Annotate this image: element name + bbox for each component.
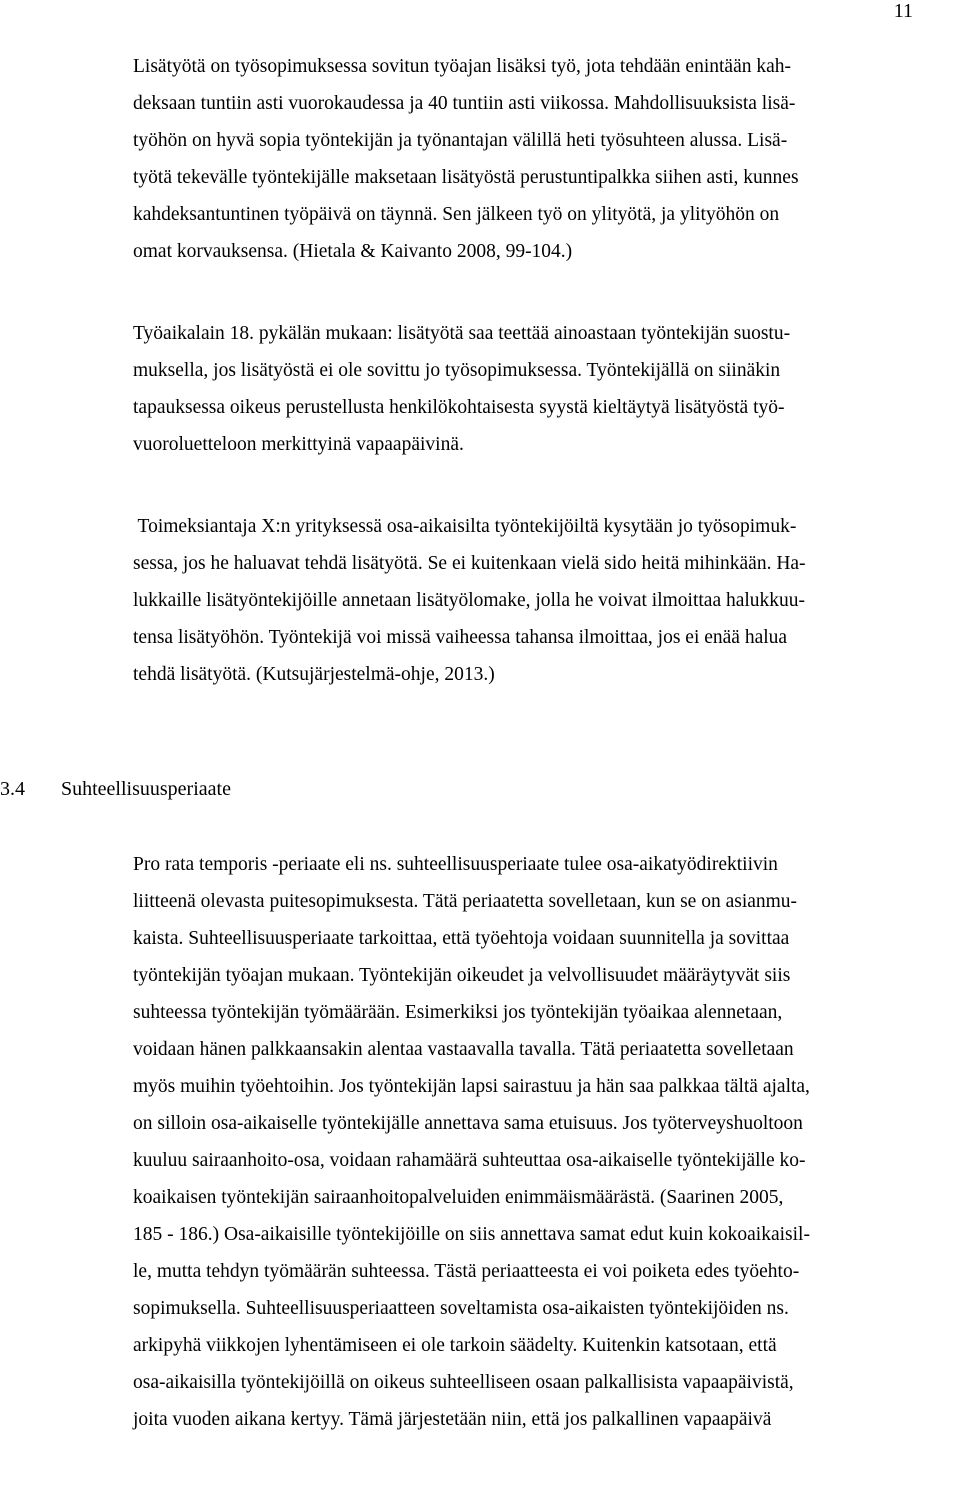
text-line: työtä tekevälle työntekijälle maksetaan lisätyöstä perustuntipalkka siihen asti, kunnes bbox=[133, 167, 799, 188]
text-line: työntekijän työajan mukaan. Työntekijän oikeudet ja velvollisuudet määräytyvät siis bbox=[133, 965, 791, 986]
text-line: muksella, jos lisätyöstä ei ole sovittu jo työsopimuksessa. Työntekijällä on siinäkin bbox=[133, 360, 781, 381]
text-line: sopimuksella. Suhteellisuusperiaatteen soveltamista osa-aikaisten työntekijöiden ns. bbox=[133, 1298, 789, 1319]
text-line: le, mutta tehdyn työmäärän suhteessa. Tästä periaatteesta ei voi poiketa edes työehto- bbox=[133, 1261, 800, 1282]
text-line: 185 - 186.) Osa-aikaisille työntekijöille on siis annettava samat edut kuin kokoaikaisil- bbox=[133, 1224, 810, 1245]
text-line: vuoroluetteloon merkittyinä vapaapäivinä. bbox=[133, 434, 464, 455]
text-line: Pro rata temporis -periaate eli ns. suhteellisuusperiaate tulee osa-aikatyödirektiivin bbox=[133, 854, 778, 875]
page-number: 11 bbox=[893, 0, 913, 22]
text-line: Lisätyötä on työsopimuksessa sovitun työajan lisäksi työ, jota tehdään enintään kah- bbox=[133, 56, 792, 77]
text-line: kuuluu sairaanhoito-osa, voidaan rahamäärä suhteuttaa osa-aikaiselle työntekijälle ko- bbox=[133, 1150, 806, 1171]
section-heading bbox=[0, 777, 231, 801]
text-line: sessa, jos he haluavat tehdä lisätyötä. Se ei kuitenkaan vielä sido heitä mihinkään. Ha- bbox=[133, 553, 806, 574]
text-line: tehdä lisätyötä. (Kutsujärjestelmä-ohje, 2013.) bbox=[133, 664, 495, 685]
text-line: liitteenä olevasta puitesopimuksesta. Tätä periaatetta sovelletaan, kun se on asianmu- bbox=[133, 891, 798, 912]
text-line: kahdeksantuntinen työpäivä on täynnä. Sen jälkeen työ on ylityötä, ja ylityöhön on bbox=[133, 204, 780, 225]
text-line: tensa lisätyöhön. Työntekijä voi missä vaiheessa tahansa ilmoittaa, jos ei enää halua bbox=[133, 627, 788, 648]
text-line: arkipyhä viikkojen lyhentämiseen ei ole tarkoin säädelty. Kuitenkin katsotaan, että bbox=[133, 1335, 777, 1356]
text-line: suhteessa työntekijän työmäärään. Esimerkiksi jos työntekijän työaikaa alennetaan, bbox=[133, 1002, 783, 1023]
text-line: työhön on hyvä sopia työntekijän ja työnantajan välillä heti työsuhteen alussa. Lisä- bbox=[133, 130, 788, 151]
text-line: Toimeksiantaja X:n yrityksessä osa-aikaisilta työntekijöiltä kysytään jo työsopimuk- bbox=[133, 516, 797, 537]
text-line: lukkaille lisätyöntekijöille annetaan lisätyölomake, jolla he voivat ilmoittaa halukkuu- bbox=[133, 590, 806, 611]
text-line: Työaikalain 18. pykälän mukaan: lisätyötä saa teettää ainoastaan työntekijän suostu- bbox=[133, 323, 791, 344]
section-number: 3.4 bbox=[0, 778, 25, 800]
text-line: myös muihin työehtoihin. Jos työntekijän lapsi sairastuu ja hän saa palkkaa tältä ajalta, bbox=[133, 1076, 810, 1097]
section-title: Suhteellisuusperiaate bbox=[61, 778, 231, 800]
text-line: on silloin osa-aikaiselle työntekijälle annettava sama etuisuus. Jos työterveyshuoltoon bbox=[133, 1113, 803, 1134]
text-line: tapauksessa oikeus perustellusta henkilökohtaisesta syystä kieltäytyä lisätyöstä työ- bbox=[133, 397, 785, 418]
text-line: kaista. Suhteellisuusperiaate tarkoittaa, että työehtoja voidaan suunnitella ja sovittaa bbox=[133, 928, 790, 949]
text-line: omat korvauksensa. (Hietala & Kaivanto 2008, 99-104.) bbox=[133, 241, 573, 262]
text-line: koaikaisen työntekijän sairaanhoitopalveluiden enimmäismäärästä. (Saarinen 2005, bbox=[133, 1187, 784, 1208]
text-line: deksaan tuntiin asti vuorokaudessa ja 40 tuntiin asti viikossa. Mahdollisuuksista lisä- bbox=[133, 93, 796, 114]
text-line: voidaan hänen palkkaansakin alentaa vastaavalla tavalla. Tätä periaatetta sovelletaan bbox=[133, 1039, 794, 1060]
text-line: osa-aikaisilla työntekijöillä on oikeus suhteelliseen osaan palkallisista vapaapäivistä, bbox=[133, 1372, 794, 1393]
text-line: joita vuoden aikana kertyy. Tämä järjestetään niin, että jos palkallinen vapaapäivä bbox=[133, 1409, 772, 1430]
